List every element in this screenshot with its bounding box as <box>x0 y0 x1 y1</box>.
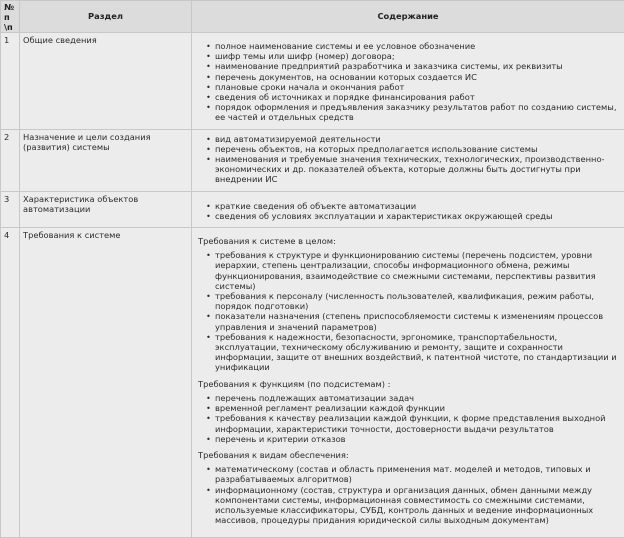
row-section: Назначение и цели создания (развития) системы <box>20 129 192 191</box>
list-item: • временной регламент реализации каждой функции <box>215 403 618 413</box>
row-content <box>192 129 624 191</box>
table-header-row <box>1 1 624 33</box>
requirements-group-functions <box>198 379 618 444</box>
list-item: • требования к персоналу (численность пользователей, квалификация, режим работы, порядок подготовки) <box>215 291 618 311</box>
content-list <box>198 41 618 123</box>
header-content: Содержание <box>192 1 624 33</box>
row-section: Требования к системе <box>20 228 192 538</box>
row-content <box>192 191 624 227</box>
table-row <box>1 228 624 538</box>
row-section: Характеристика объектов автоматизации <box>20 191 192 227</box>
list-item: • информационному (состав, структура и организация данных, обмен данными между компонентами системы, информационная совместимость со смежными системами, используемые классификаторы, СУБД, контроль данных и ведение информационных массивов, процедуры придания юридической силы выходным документам) <box>215 485 618 526</box>
row-number: 1 <box>1 33 20 130</box>
list-item: • перечень и критерии отказов <box>215 434 618 444</box>
list-item: • показатели назначения (степень приспособляемости системы к изменениям процессов управления и значений параметров) <box>215 311 618 331</box>
list-item: • вид автоматизируемой деятельности <box>215 134 618 144</box>
row-number: 3 <box>1 191 20 227</box>
list-item: • порядок оформления и предъявления заказчику результатов работ по созданию системы, ее частей и отдельных средств <box>215 102 618 122</box>
content-list <box>198 134 618 185</box>
table-row <box>1 191 624 227</box>
list-item: • краткие сведения об объекте автоматизации <box>215 201 618 211</box>
group-heading: Требования к функциям (по подсистемам) : <box>198 379 618 389</box>
table-row <box>1 129 624 191</box>
list-item: • перечень подлежащих автоматизации задач <box>215 393 618 403</box>
list-item: • перечень объектов, на которых предполагается использование системы <box>215 144 618 154</box>
list-item: • требования к качеству реализации каждой функции, к форме представления выходной информации, характеристики точности, достоверности выдачи результатов <box>215 413 618 433</box>
list-item: • перечень документов, на основании которых создается ИС <box>215 72 618 82</box>
content-list <box>198 464 618 525</box>
list-item: • требования к надежности, безопасности, эргономике, транспортабельности, эксплуатации, техническому обслуживанию и ремонту, защите и сохранности информации, защите от внешних воздействий, к патентной чистоте, по стандартизации и унификации <box>215 332 618 373</box>
row-content <box>192 228 624 538</box>
row-content <box>192 33 624 130</box>
list-item: • наименование предприятий разработчика и заказчика системы, их реквизиты <box>215 61 618 71</box>
content-list <box>198 393 618 444</box>
list-item: • сведения об источниках и порядке финансирования работ <box>215 92 618 102</box>
list-item: • наименования и требуемые значения технических, технологических, производственно-экономических и др. показателей объекта, которые должны быть достигнуты при внедрении ИС <box>215 154 618 185</box>
group-heading: Требования к системе в целом: <box>198 236 618 246</box>
row-number: 4 <box>1 228 20 538</box>
content-list <box>198 250 618 372</box>
requirements-group-general <box>198 236 618 373</box>
list-item: • плановые сроки начала и окончания работ <box>215 82 618 92</box>
row-number: 2 <box>1 129 20 191</box>
list-item: • полное наименование системы и ее условное обозначение <box>215 41 618 51</box>
content-list <box>198 201 618 221</box>
list-item: • шифр темы или шифр (номер) договора; <box>215 51 618 61</box>
row-section: Общие сведения <box>20 33 192 130</box>
list-item: • требования к структуре и функционированию системы (перечень подсистем, уровни иерархии, степень централизации, способы информационного обмена, режимы функционирования, взаимодействие со смежными системами, перспективы развития системы) <box>215 250 618 291</box>
table-row <box>1 33 624 130</box>
header-section: Раздел <box>20 1 192 33</box>
requirements-group-support <box>198 450 618 525</box>
list-item: • математическому (состав и область применения мат. моделей и методов, типовых и разрабатываемых алгоритмов) <box>215 464 618 484</box>
list-item: • сведения об условиях эксплуатации и характеристиках окружающей среды <box>215 211 618 221</box>
header-num: № п \п <box>1 1 20 33</box>
group-heading: Требования к видам обеспечения: <box>198 450 618 460</box>
